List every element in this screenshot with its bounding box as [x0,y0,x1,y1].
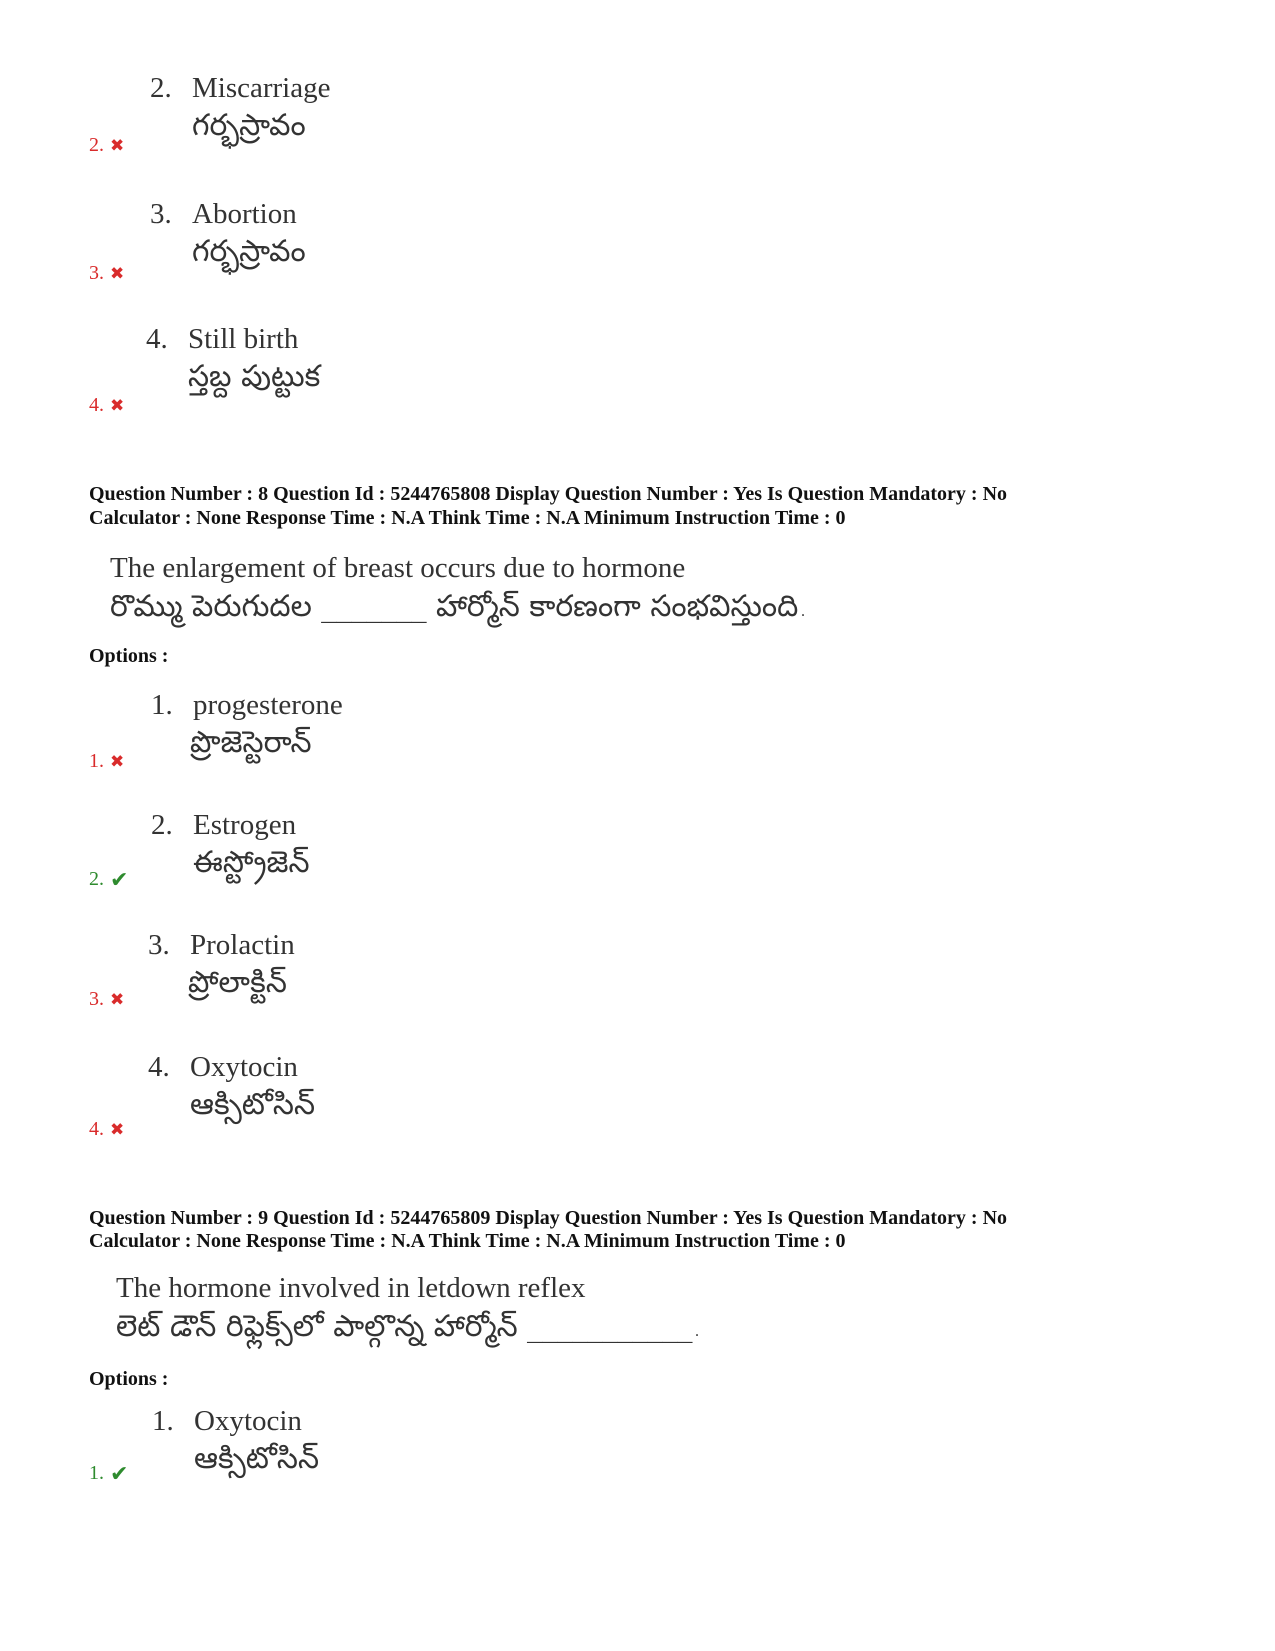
question-meta-line-2: Calculator : None Response Time : N.A Think Time : N.A Minimum Instruction Time : 0 [89,507,846,529]
option-marker [89,134,124,157]
option-number: 4. [146,323,168,355]
marker-number: 3. [89,262,104,284]
options-label: Options : [89,645,169,667]
option-marker [89,988,124,1011]
marker-number: 2. [89,134,104,156]
question-meta-line-1: Question Number : 8 Question Id : 5244765808 Display Question Number : Yes Is Question Mandatory : No [89,483,1008,505]
check-icon: ✔ [110,866,129,892]
marker-number: 4. [89,394,104,416]
option-text-english: Abortion [192,198,297,230]
option-text-english: Prolactin [190,929,295,961]
option-text-english: Still birth [188,323,299,355]
option-text-english: Miscarriage [192,72,331,104]
cross-icon: ✖ [110,264,125,283]
option-number: 1. [152,1405,174,1437]
option-text-telugu: ప్రొజెస్టెరాన్ [190,725,312,760]
option-marker [89,394,124,417]
option-number: 3. [150,198,172,230]
cross-icon: ✖ [110,396,125,415]
option-text-english: Oxytocin [194,1405,302,1437]
option-marker [89,750,124,773]
option-marker [89,1462,128,1485]
option-number: 1. [151,689,173,721]
option-text-telugu: ఈస్ట్రోజెన్ [193,845,310,880]
option-text-telugu: స్తబ్ద పుట్టుక [188,359,321,394]
option-text-telugu: ప్రోలాక్టిన్ [188,965,287,1000]
option-marker [89,1118,124,1141]
option-text-english: progesterone [193,689,343,721]
cross-icon: ✖ [110,136,125,155]
marker-number: 1. [89,750,104,772]
marker-number: 1. [89,1462,104,1484]
option-number: 2. [150,72,172,104]
cross-icon: ✖ [110,752,125,771]
options-label: Options : [89,1368,169,1390]
option-marker [89,868,128,891]
question-meta-line-1: Question Number : 9 Question Id : 5244765809 Display Question Number : Yes Is Question Mandatory : No [89,1207,1008,1229]
option-number: 4. [148,1051,170,1083]
option-text-telugu: ఆక్సిటోసిన్ [190,1087,316,1122]
option-text-telugu: గర్భస్రావం [192,234,306,269]
cross-icon: ✖ [110,990,125,1009]
marker-number: 4. [89,1118,104,1140]
option-text-telugu: ఆక్సిటోసిన్ [194,1441,320,1476]
question-meta-line-2: Calculator : None Response Time : N.A Think Time : N.A Minimum Instruction Time : 0 [89,1230,846,1252]
check-icon: ✔ [110,1460,129,1486]
marker-number: 2. [89,868,104,890]
cross-icon: ✖ [110,1120,125,1139]
question-text-english: The enlargement of breast occurs due to hormone [110,552,686,584]
option-text-english: Estrogen [193,809,297,841]
question-text-telugu: రొమ్ము పెరుగుదల _______ హార్మోన్ కారణంగా సంభవిస్తుంది. [110,589,808,624]
question-text-english: The hormone involved in letdown reflex [116,1272,586,1304]
question-text-telugu: లెట్ డౌన్ రిఫ్లెక్స్‌లో పాల్గొన్న హార్మోన్ ___________. [116,1309,702,1344]
option-number: 2. [151,809,173,841]
option-text-telugu: గర్భస్రావం [192,108,306,143]
option-number: 3. [148,929,170,961]
option-text-english: Oxytocin [190,1051,298,1083]
option-marker [89,262,124,285]
marker-number: 3. [89,988,104,1010]
